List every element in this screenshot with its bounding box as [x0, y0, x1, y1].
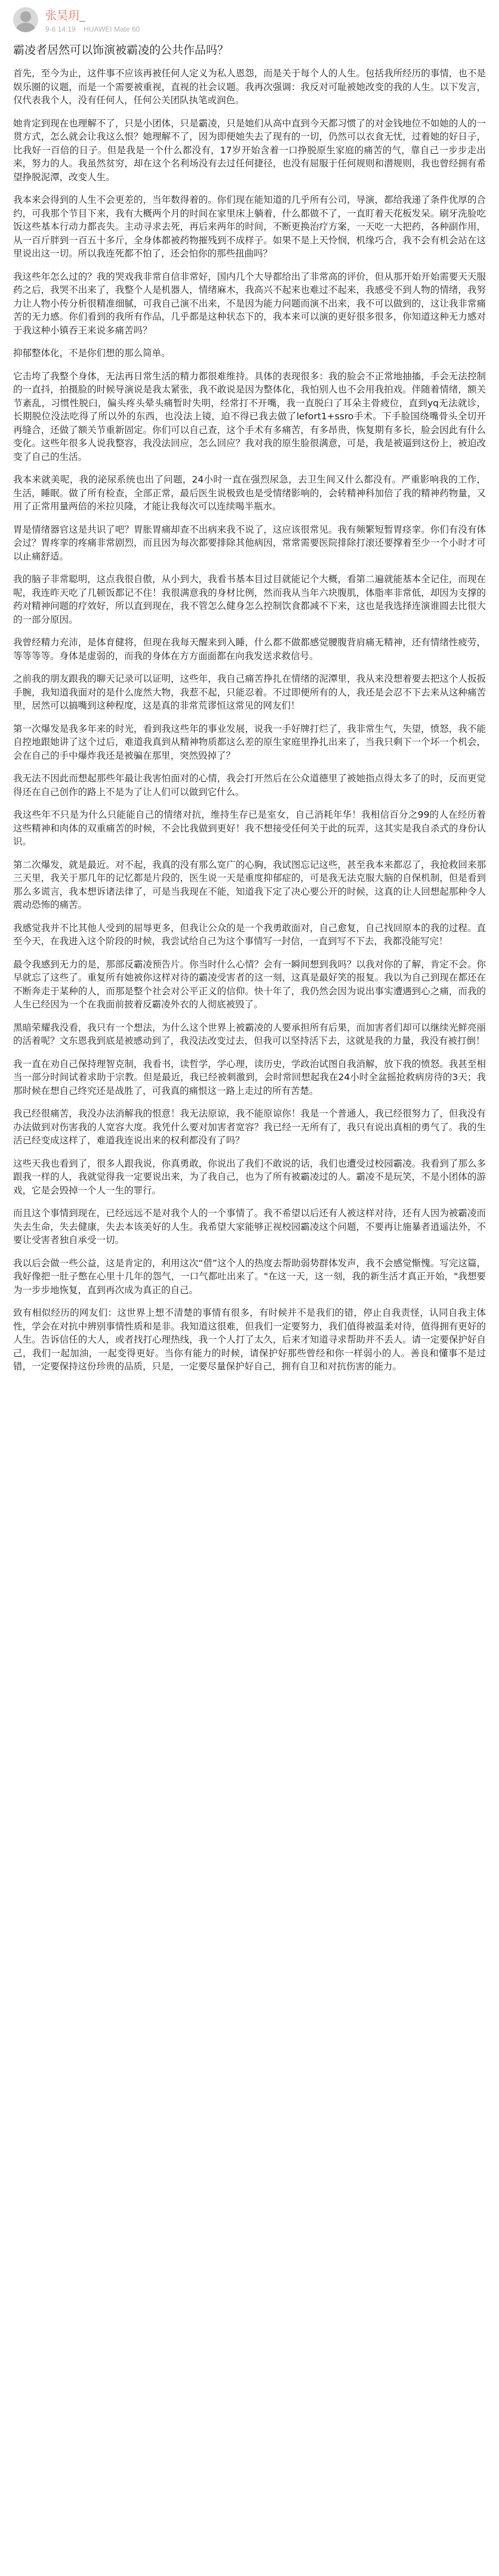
paragraph-10: 我曾经精力充沛，是体育健将，但现在我每天醒来到入睡，什么都不做都感觉腰腹背肩痛无精神，还有情绪性疲劳，等等等等。身体是虚弱的，而我的身体在方方面面都在向我发送求救信号。 — [13, 637, 486, 661]
paragraph-5: 抑郁整体化，不是你们想的那么简单。 — [13, 348, 171, 358]
paragraph-6: 它击垮了我整个身体，无法再日常生活的精力都很难维持。具体的表现很多：我的脸会不正常地抽搐，手会无法控制的一直抖，拍摄脸的时候导演说是我太紧张，我不敢说是因为整体化，我怕别人也不会用我拍戏。伴随着情绪，额关节紊乱，习惯性脱臼，偏头疼头晕头痛暂时失明，经常打不开嘴，我一直脱臼了耳朵主骨疲位，直到yq无法就诊，长期脱位没法吃得了所以外的东西，也没法上镜，迫不得已我去做了lefort1+ssro手术。下手脸国绕嘴骨头全切开再缝合，还做了额关节重新固定。你们可以自己查，这个手术有多痛苦，有多昂贵，恢复期有多长，脸会因此有什么变化。这些年很多人说我整容，我没法回应，怎么回应？我对我的原生脸很满意，可是，我是被逼到这份上，被迫改变了自己的生活。 — [13, 370, 486, 462]
paragraph-16: 我感觉我并不比其他人受到的屈辱更多，但我让公众的是一个我勇敢面对，自己愈复，自己找回原本的我的过程。直至今天，在我进入这个阶段的时候，我尝试给自己为这个事情写一封信，一直到写不下去，我都没能写完！ — [13, 922, 486, 947]
post-title: 霸凌者居然可以饰演被霸凌的公共作品吗？ — [13, 44, 229, 57]
user-avatar[interactable] — [13, 7, 38, 32]
post-header — [13, 0, 486, 35]
paragraph-11: 之前我的朋友跟我的聊天记录可以证明，这些年，我自己痛苦挣扎在情绪的泥潭里，我从来没想着要去把这个人扳扳手腕，我知道我面对的是什么庞然大物，我惹不起，只能忍着。不过即便所有的人，我还是会忍不下去来从这种痛苦里，居然可以搞嘴到这种程度，这是真的非常荒谬恒这常见的网友们！ — [13, 673, 486, 711]
author-info — [45, 7, 146, 33]
paragraph-17: 最令我感到无力的是，那部反霸凌预告片。你当时什么心情？会有一瞬间想到我吗？以我对你的了解，肯定不会。你早就忘了这些了。重复所有她被你这样对待的霸凌受害者的这一刻，这真是最好笑的报复。我以为自己到现在都还在不断奔走于某种的人，而那是整个社会对公平正义的信仰。快十年了，我仍然会因为说出事实遭遇到心之痛，而我的人生已经因为一个在我面前披着反霸凌外衣的人彻底被毁了。 — [13, 958, 486, 1010]
paragraph-12: 第一次爆发是我多年来的时光，看到我这些年的事业发展，说我一手好牌打烂了，我非常生气，失望，愤怒，我不能自控地跟她讲了这个过后，难道我真到从精神物质都这么差的原生家庭里挣扎出来了，当我只剩下一个坏一个机会，会在自己的手中爆炸我还是被骗在那里，突然毁掉了？ — [13, 723, 486, 761]
paragraph-14: 我这些年不只是为什么只能能自己的情绪对抗，维持生存已是室女，自己消耗年华！我相信百分之99的人在经历着这些精神和肉体的双重痛苦的时候，不会比我做到更好！我不想接受任何关于此的玩弄，这其实是我自杀式的身份认识。 — [13, 809, 486, 847]
paragraph-21: 这些天我也看到了，很多人跟我说，你真勇敢，你说出了我们不敢说的话，我们也遭受过校园霸凌。我看到了那么多跟我一样的人，我就觉得我一定要说出来，为了我自己，也为了所有被霸凌过的人。霸凌不是玩笑，不是小团体的游戏，它是会毁掉一个人一生的罪行。 — [13, 1158, 486, 1196]
author-name[interactable]: 张昊玥_ — [45, 8, 85, 22]
paragraph-9: 我的脑子非常聪明，这点我很自傲，从小到大，我看书基本目过目就能记个大概，看第二遍就能基本全记住，而现在呢，我连昨天吃了几顿饭都记不住！我很满意我的身材比例，然而我从当年六块腹肌，体脂率非常低，却因为支撑的药对精神问题的疗效好，所以直到现在，我不管怎么健身怎么控制饮食都减不下来，这也是我选择连演谁圆去比很大的一部分原因。 — [13, 574, 486, 625]
paragraph-3: 我本来会得到的人生不会更差的，当年数得着的。你们现在能知道的几乎所有公司，导演，都给我递了条件优厚的合约，可我那个节目下来，我有大概两个月的时间在家里床上躺着，什么都做不了，一直盯着天花板发呆。刷牙洗脸吃饭这些基本行动力都丧失。主动寻求去死，再后来两年的时间，不断更换治疗方案，一天吃一大把药，各种副作用，从一百斤胖到一百五十多斤，全身体都被药物摧残到不成样子。如果不是上天怜悯，机缘巧合，我不会有机会站在这里说出这一切。所以我连死都不怕了，还会怕你的那些扭曲吗？ — [13, 194, 486, 259]
post-body — [13, 67, 486, 1374]
post-date: 9-6 14:19 — [45, 24, 76, 33]
paragraph-15: 第二次爆发，就是最近。对不起，我真的没有那么宽广的心胸，我试图忘记这些，甚至我本来都忍了，我抢救回来那三天里，我关于那几年的记忆都是片段的，医生说一天是重度抑郁症的，可是我无法克服大脑的自保机制，但是看到那么多谎言，我本想诉诸法律了，可是当我现在不能，知道我下定了决心要公开的时候，这真的让人回想起那种令人震动恐怖的痛苦。 — [13, 859, 486, 910]
paragraph-18: 黑暗荣耀我没看，我只有一个想法，为什么这个世界上被霸凌的人要承担所有后果，而加害者们却可以继续光鲜亮丽的活着呢？文东恩我到底是被感动到了，我没法改变过去，但我可以坚持活下去，这就是我的力量，我没有被打倒！ — [13, 1022, 486, 1046]
paragraph-24: 致有相似经历的网友们：这世界上想不清楚的事情有很多，有时候并不是我们的错，停止自我责怪，认同自我主体性，学会在对抗中辨别事情性质和是非。我知道这很难，但我们一定要努力，我们值得被温柔对待，值得拥有更好的人生。告诉信任的大人，或者找打心理热线，我一个人打了太久，后来才知道寻求帮助并不丢人。请一定要保护好自己，我们一起加油，一起变得更好。当你有能力的时候，请保护好那些曾经和你一样弱小的人。善良和懂事不是过错，一定要保持这份珍贵的品质，只是，一定要尽量保护好自己，拥有自卫和对抗伤害的能力。 — [13, 1307, 486, 1372]
paragraph-23: 我以后会做一些公益，这是肯定的，利用这次“借”这个人的热度去帮助弱势群体发声，我不会感觉惭愧。写完这篇，我好像把一肚子憋在心里十几年的怨气，一口气都吐出来了。"在这一天，这一刻，我的新生活才真正开始，"我想要为一步步地恢复，直到再次成为真正的自己。 — [13, 1257, 486, 1295]
paragraph-22: 而且这个事情到现在，已经远远不是对我个人的一个事情了。我不希望以后还有人被这样对待，还有人因为被霸凌而失去生命，失去健康，失去本该美好的人生。我希望大家能够正视校园霸凌这个问题，不要再让施暴者逍遥法外，不要让受害者独自承受一切。 — [13, 1208, 486, 1245]
post-meta — [45, 25, 146, 33]
paragraph-2: 她肯定到现在也理解不了，只是小团体，只是霸凌，只是她们从高中直到今天都习惯了的对金钱地位不如她的人的一贯方式，怎么就会让我这么恨？她理解不了，因为即便她失去了现有的一切，仍然可以衣食无忧，过着她的好日子，比我好一百倍的日子。但是我是一个什么都没有，17岁开始含着一口挣脱原生家庭的痛苦的气，靠自己一步步走出来，努力的人。我虽然贫穷，却在这个名利场没有去过任何捷径，也没有屈服于任何规则和潜规则，我也曾经拥有希望挣脱泥潭，改变人生。 — [13, 117, 486, 183]
paragraph-13: 我无法不因此而想起那些年最让我害怕面对的心情，我会打开然后在公众道德里了被她指点得太多了的时，反而更觉得还在自己创作的路上不是为了让人们可以做到它什么。 — [13, 773, 486, 797]
paragraph-7: 我本来就美呢，我的泌尿系统也出了问题，24小时一直在强烈尿急，去卫生间又什么都没有。严重影响我的工作，生活，睡眠。做了所有检查，全部正常，最后医生说极致也是受情绪影响的，会转精神科加倍了我的精神药物量，又用了正常用量两倍的米拉贝隆，才能让我每次可以连续喝半瓶水。 — [13, 474, 486, 512]
paragraph-4: 我这些年怎么过的？我的哭戏我非常自信非常好，国内几个大导都给出了非常高的评价，但从那开始开始需要天天服药之后，我哭不出来了，我整个人是机器人，情绪麻木，我高兴不起来也难过不起来，我感受不到人物的情绪，我努力让人物小传分析很精准细腻，可我自己演不出来，不是因为能力问题而演不出来，我不可以做到的，这让我非常痛苦的无力感。你们看到的我所有作品，几乎都是这种状态下的，我本来可以演的更好很多很多，你知道这种无力感对于我这种小镇吞王来说多痛苦吗？ — [13, 271, 486, 336]
paragraph-8: 胃是情绪器官这是共识了吧？胃胀胃痛却查不出病来我不说了，这应该很常见。我有频繁短暂胃痉挛。你们有没有体会过？胃疼挛的疼痛非常剧烈，而且因为每次都要排除其他病因，常常需要医院排除打滚还要撑着至少一个小时才可以止痛舒适。 — [13, 524, 486, 562]
post-device: HUAWEI Mate 60 — [84, 24, 140, 33]
paragraph-19: 我一直在劝自己保持理智克制，我看书，读哲学，学心理，读历史，学政治试图自我消解，放下我的愤怒。我甚至相当一部分时间试着求助于宗教。但是最近，我已经被刺激到，会时常回想起我在24小时全盆摇抢救病房待的3天；我那时候在想自己终究还是战胜了，可我真的痛恨这一路上走过的所有苦楚。 — [13, 1058, 486, 1096]
paragraph-20: 我已经很痛苦，我没办法消解我的恨意！我无法原谅，我不能原谅你！我是一个普通人，我已经很努力了，但我没有办法做到对伤害我的人宽容大度。我凭什么要对加害者宽容？我已经一无所有了，我只有说出真相的勇气了。我的生活已经变成这样了，难道我连说出来的权利都没有了吗？ — [13, 1108, 486, 1146]
paragraph-1: 首先，至今为止，这件事不应该再被任何人定义为私人恩怨，而是关于每个人的人生。包括我所经历的事情，也不是娱乐圈的议题，而是一个需要被重视，直视的社会议题。我再次强调：我反对可耻被她改变的我的人生。以下发言，仅代表我个人，没有任何人，任何公关团队执笔或润色。 — [13, 68, 486, 106]
